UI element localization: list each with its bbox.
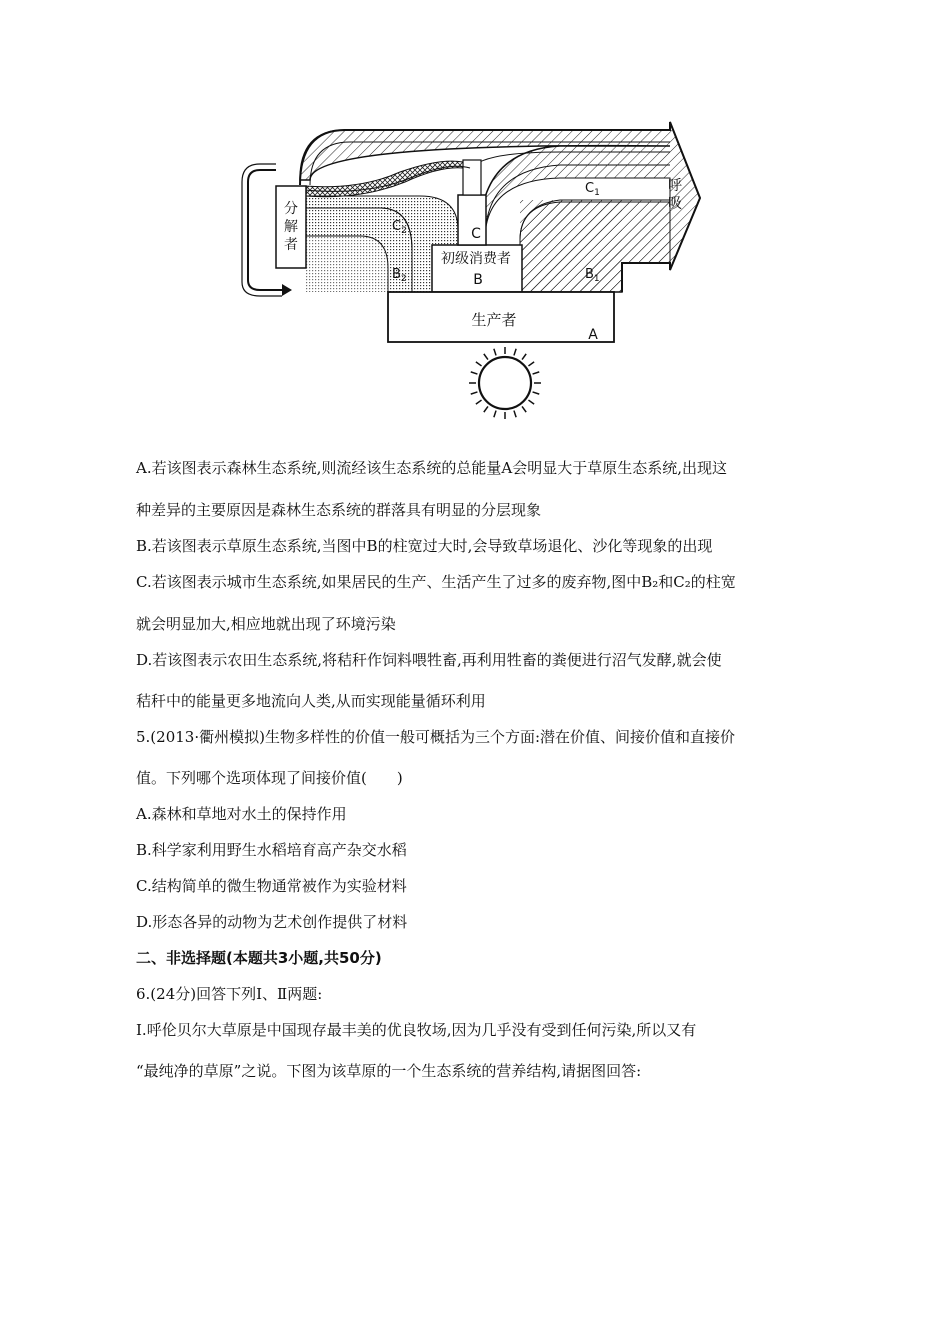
section-heading: 二、非选择题(本题共3小题,共50分) (136, 949, 382, 967)
option-a-line-2: 种差异的主要原因是森林生态系统的群落具有明显的分层现象 (136, 501, 542, 519)
option-c-line-1: C.若该图表示城市生态系统,如果居民的生产、生活产生了过多的废弃物,图中B₂和C₂的柱宽 (136, 573, 736, 591)
label-c2: $C_2$ (392, 219, 407, 236)
label-b: B (473, 272, 483, 288)
sun-ray (484, 354, 488, 360)
label-a: A (588, 327, 598, 343)
sun-ray (471, 372, 478, 374)
sun-ray (514, 349, 516, 356)
sun-ray (494, 349, 496, 356)
sun-ray (522, 354, 526, 360)
label-c1: $C_1$ (585, 181, 600, 198)
sun-ray (533, 392, 540, 394)
sun-ray (484, 406, 488, 412)
sun-ray (522, 406, 526, 412)
primary-consumer-label: 初级消费者 (441, 251, 511, 267)
option-b-line: B.若该图表示草原生态系统,当图中B的柱宽过大时,会导致草场退化、沙化等现象的出现 (136, 537, 713, 555)
question-5-line-2: 值。下列哪个选项体现了间接价值( ) (136, 769, 403, 787)
question-6-part1-line-1: Ⅰ.呼伦贝尔大草原是中国现存最丰美的优良牧场,因为几乎没有受到任何污染,所以又有 (136, 1021, 697, 1039)
sun-ray (533, 372, 540, 374)
question-6-line: 6.(24分)回答下列Ⅰ、Ⅱ两题: (136, 985, 323, 1003)
question-5-option-d: D.形态各异的动物为艺术创作提供了材料 (136, 913, 408, 931)
decomposer-label-1: 分 (284, 201, 298, 217)
energy-flow-diagram (230, 118, 730, 430)
question-5-option-a: A.森林和草地对水土的保持作用 (136, 805, 347, 823)
option-d-line-1: D.若该图表示农田生态系统,将秸秆作饲料喂牲畜,再利用牲畜的粪便进行沼气发酵,就会使 (136, 651, 722, 669)
decomposer-label-2: 解 (284, 219, 298, 235)
label-b2: $B_2$ (392, 267, 407, 284)
respiration-label-2: 吸 (668, 196, 682, 212)
sun-ray (528, 362, 534, 366)
sun-ray (476, 400, 482, 404)
decomposer-label-3: 者 (284, 237, 298, 253)
option-d-line-2: 秸秆中的能量更多地流向人类,从而实现能量循环利用 (136, 692, 486, 710)
sun-ray (471, 392, 478, 394)
sun-icon (469, 347, 541, 419)
sun-ray (494, 411, 496, 418)
respiration-label-1: 呼 (668, 178, 682, 194)
question-5-option-c: C.结构简单的微生物通常被作为实验材料 (136, 877, 407, 895)
sun-ray (528, 400, 534, 404)
option-a-line-1: A.若该图表示森林生态系统,则流经该生态系统的总能量A会明显大于草原生态系统,出现这 (136, 459, 727, 477)
option-c-line-2: 就会明显加大,相应地就出现了环境污染 (136, 615, 396, 633)
sun-ray (476, 362, 482, 366)
question-6-part1-line-2: “最纯净的草原”之说。下图为该草原的一个生态系统的营养结构,请据图回答: (136, 1062, 642, 1080)
sun-ray (514, 411, 516, 418)
producer-label: 生产者 (471, 311, 517, 329)
label-b1: $B_1$ (585, 267, 600, 284)
question-5-option-b: B.科学家利用野生水稻培育高产杂交水稻 (136, 841, 407, 859)
question-5-line-1: 5.(2013·衢州模拟)生物多样性的价值一般可概括为三个方面:潜在价值、间接价值和直接价 (136, 728, 736, 746)
label-c: C (471, 226, 481, 242)
